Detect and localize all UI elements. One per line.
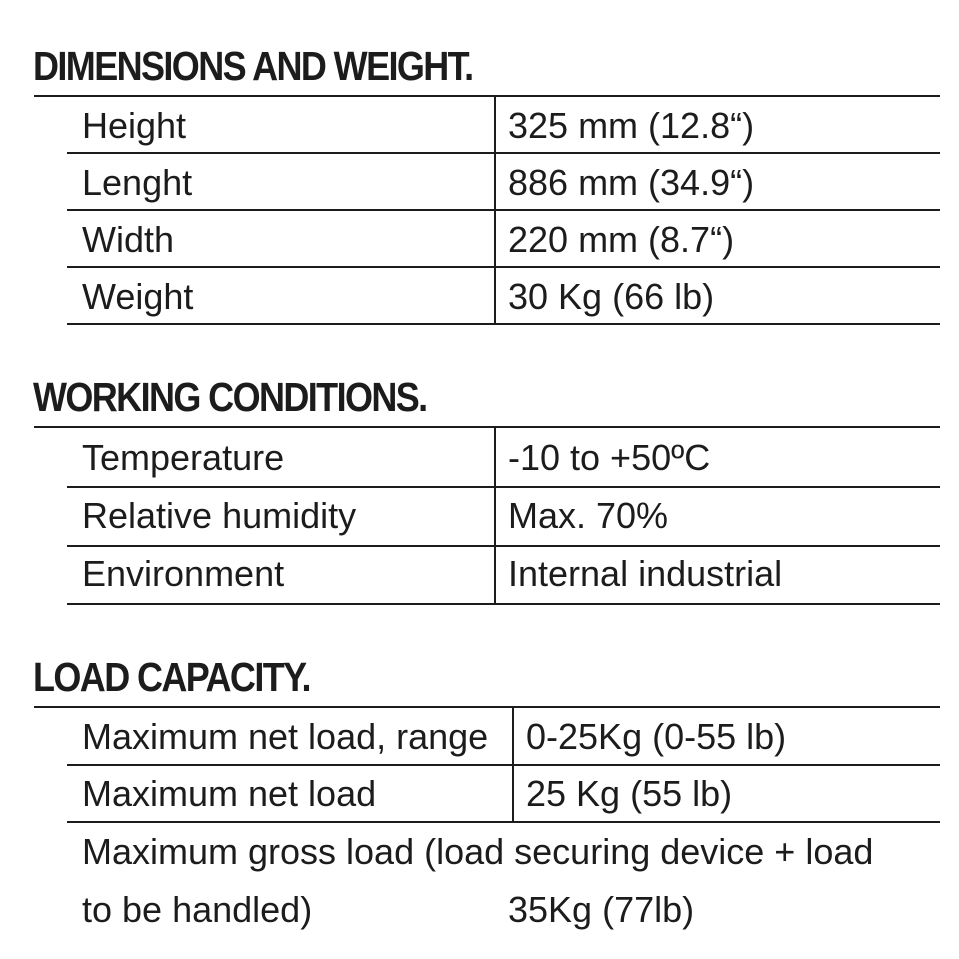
- row-divider: [67, 266, 940, 268]
- section-title-working-conditions: WORKING CONDITIONS.: [33, 374, 427, 420]
- row-value-max-net-load-range: 0-25Kg (0-55 lb): [526, 716, 787, 757]
- section-title-load-capacity: LOAD CAPACITY.: [33, 654, 310, 700]
- row-label-max-gross-load-line2: to be handled): [82, 889, 313, 930]
- column-divider: [494, 426, 496, 605]
- row-value-width: 220 mm (8.7“): [508, 219, 735, 260]
- row-value-max-gross-load: 35Kg (77lb): [508, 889, 695, 930]
- row-label-height: Height: [82, 105, 187, 146]
- table-bottom-rule: [67, 603, 940, 605]
- row-divider: [67, 764, 940, 766]
- table-top-rule: [34, 706, 940, 708]
- row-label-width: Width: [82, 219, 175, 260]
- row-divider: [67, 209, 940, 211]
- row-label-max-net-load: Maximum net load: [82, 773, 377, 814]
- table-top-rule: [34, 426, 940, 428]
- table-bottom-rule: [67, 323, 940, 325]
- row-divider: [67, 486, 940, 488]
- row-divider: [67, 821, 940, 823]
- row-label-weight: Weight: [82, 276, 194, 317]
- row-value-environment: Internal industrial: [508, 553, 783, 594]
- row-label-environment: Environment: [82, 553, 285, 594]
- row-label-length: Lenght: [82, 162, 193, 203]
- row-value-length: 886 mm (34.9“): [508, 162, 755, 203]
- row-divider: [67, 152, 940, 154]
- row-label-max-gross-load-line1: Maximum gross load (load securing device + load: [82, 831, 874, 872]
- table-top-rule: [34, 95, 940, 97]
- row-label-max-net-load-range: Maximum net load, range: [82, 716, 489, 757]
- row-label-temperature: Temperature: [82, 437, 285, 478]
- row-value-temperature: -10 to +50ºC: [508, 437, 711, 478]
- row-value-max-net-load: 25 Kg (55 lb): [526, 773, 733, 814]
- row-value-weight: 30 Kg (66 lb): [508, 276, 715, 317]
- row-divider: [67, 545, 940, 547]
- section-title-dimensions: DIMENSIONS AND WEIGHT.: [33, 43, 473, 89]
- row-label-humidity: Relative humidity: [82, 495, 357, 536]
- row-value-height: 325 mm (12.8“): [508, 105, 755, 146]
- row-value-humidity: Max. 70%: [508, 495, 669, 536]
